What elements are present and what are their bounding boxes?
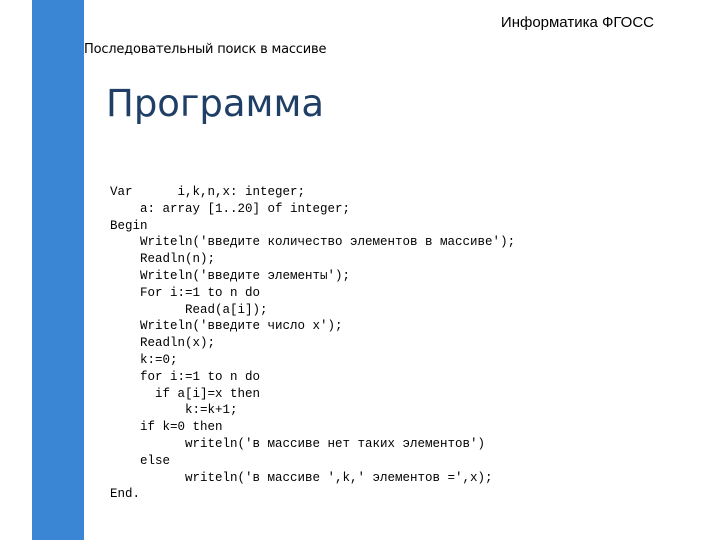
code-line-17: else	[110, 453, 171, 468]
accent-side-bar	[32, 0, 84, 540]
code-line-2: a: array [1..20] of integer;	[110, 201, 351, 216]
code-line-3: Begin	[110, 218, 148, 233]
subject-label: Информатика ФГОСС	[500, 14, 654, 31]
code-line-15: if k=0 then	[110, 420, 223, 435]
slide-title: Программа	[106, 82, 325, 125]
code-line-7: For i:=1 to n do	[110, 285, 261, 300]
code-line-4: Writeln('введите количество элементов в массиве');	[110, 235, 516, 250]
code-block	[110, 184, 515, 503]
code-line-10: Readln(x);	[110, 336, 216, 351]
code-line-11: k:=0;	[110, 352, 178, 367]
code-line-19: End.	[110, 487, 141, 502]
code-line-6: Writeln('введите элементы');	[110, 268, 351, 283]
code-line-18: writeln('в массиве ',k,' элементов =',x);	[110, 470, 493, 485]
code-line-8: Read(a[i]);	[110, 302, 268, 317]
code-line-5: Readln(n);	[110, 252, 216, 267]
topic-label: Последовательный поиск в массиве	[84, 42, 327, 57]
code-line-1: Var i,k,n,x: integer;	[110, 185, 306, 199]
code-line-14: k:=k+1;	[110, 403, 238, 418]
code-line-12: for i:=1 to n do	[110, 369, 261, 384]
code-line-16: writeln('в массиве нет таких элементов')	[110, 436, 486, 451]
code-line-9: Writeln('введите число x');	[110, 319, 343, 334]
code-line-13: if a[i]=x then	[110, 386, 261, 401]
